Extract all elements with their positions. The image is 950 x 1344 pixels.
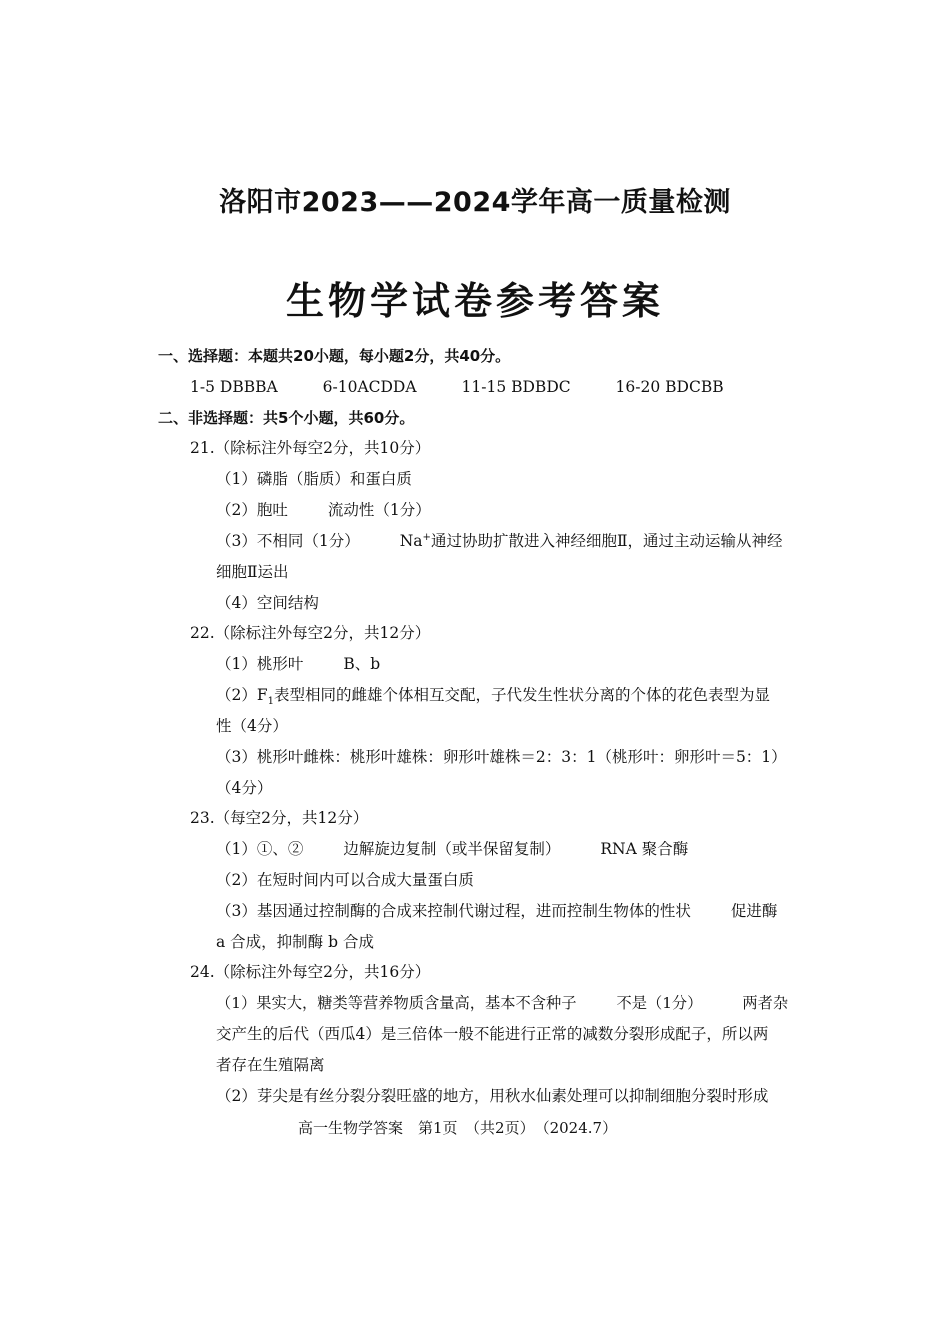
- choice-answer-11-15: 11-15 BDBDC: [461, 378, 571, 396]
- part2-heading: 二、非选择题：共5个小题，共60分。: [158, 409, 415, 427]
- q21-answer-4: （4）空间结构: [216, 594, 319, 612]
- q22-generation-subscript: 1: [267, 696, 274, 708]
- choice-answer-6-10: 6-10ACDDA: [322, 378, 417, 396]
- q21-heading: 21.（除标注外每空2分，共10分）: [190, 439, 431, 457]
- choice-answer-1-5: 1-5 DBBBA: [190, 378, 278, 396]
- q21-ion: Na: [399, 532, 423, 550]
- q24-answer-1-cont: 交产生的后代（西瓜4）是三倍体一般不能进行正常的减数分裂形成配子，所以两: [216, 1025, 769, 1043]
- q24-answer-1c: 两者杂: [742, 994, 789, 1012]
- q21-answer-1: （1）磷脂（脂质）和蛋白质: [216, 470, 412, 488]
- part1-heading: 一、选择题：本题共20小题，每小题2分，共40分。: [158, 347, 511, 365]
- page-footer: 高一生物学答案 第1页 （共2页） （2024.7）: [298, 1119, 618, 1137]
- q23-answer-3a: （3）基因通过控制酶的合成来控制代谢过程，进而控制生物体的性状: [216, 902, 691, 920]
- q22-answer-1b: B、b: [343, 655, 381, 673]
- q23-answer-1b: 边解旋边复制（或半保留复制）: [343, 840, 561, 858]
- q23-answer-1: [216, 839, 688, 859]
- q22-answer-2: [216, 685, 771, 708]
- q21-answer-2b: 流动性（1分）: [327, 501, 431, 519]
- q23-heading: 23.（每空2分，共12分）: [190, 809, 369, 827]
- q22-answer-2-cont: 性（4分）: [216, 717, 288, 735]
- q23-answer-1c: RNA 聚合酶: [600, 840, 689, 858]
- q21-answer-3b: 通过协助扩散进入神经细胞Ⅱ，通过主动运输从神经: [430, 532, 783, 550]
- q21-answer-3-cont: 细胞Ⅱ运出: [216, 563, 289, 581]
- q23-answer-2: （2）在短时间内可以合成大量蛋白质: [216, 871, 474, 889]
- q22-answer-2b: 表型相同的雌雄个体相互交配，子代发生性状分离的个体的花色表型为显: [274, 686, 771, 704]
- choice-answers: [190, 377, 724, 397]
- q23-answer-1a: （1）①、②: [216, 840, 304, 858]
- q23-answer-3-cont: a 合成，抑制酶 b 合成: [216, 933, 374, 951]
- choice-answer-16-20: 16-20 BDCBB: [615, 378, 724, 396]
- q22-answer-3: （3）桃形叶雌株：桃形叶雄株：卵形叶雄株＝2：3：1（桃形叶：卵形叶＝5：1）: [216, 748, 787, 766]
- document-subtitle: 生物学试卷参考答案: [285, 278, 664, 323]
- q21-answer-3a: （3）不相同（1分）: [216, 532, 360, 550]
- q24-answer-1b: 不是（1分）: [616, 994, 703, 1012]
- q21-answer-3: [216, 531, 782, 551]
- q22-answer-1a: （1）桃形叶: [216, 655, 304, 673]
- q21-ion-charge: +: [422, 531, 431, 543]
- document-title: 洛阳市2023——2024学年高一质量检测: [219, 187, 731, 218]
- q21-answer-2a: （2）胞吐: [216, 501, 288, 519]
- q24-heading: 24.（除标注外每空2分，共16分）: [190, 963, 431, 981]
- q24-answer-2: （2）芽尖是有丝分裂分裂旺盛的地方，用秋水仙素处理可以抑制细胞分裂时形成: [216, 1087, 769, 1105]
- q24-answer-1: [216, 993, 788, 1013]
- q24-answer-1a: （1）果实大，糖类等营养物质含量高，基本不含种子: [216, 994, 577, 1012]
- q23-answer-3b: 促进酶: [730, 902, 778, 920]
- q22-heading: 22.（除标注外每空2分，共12分）: [190, 624, 431, 642]
- q23-answer-3: [216, 901, 777, 921]
- q22-answer-2a: （2）F: [216, 686, 268, 704]
- q21-answer-2: [216, 500, 431, 520]
- q24-answer-1-cont2: 者存在生殖隔离: [216, 1056, 325, 1074]
- q22-answer-3-cont: （4分）: [216, 779, 273, 797]
- q22-answer-1: [216, 654, 380, 674]
